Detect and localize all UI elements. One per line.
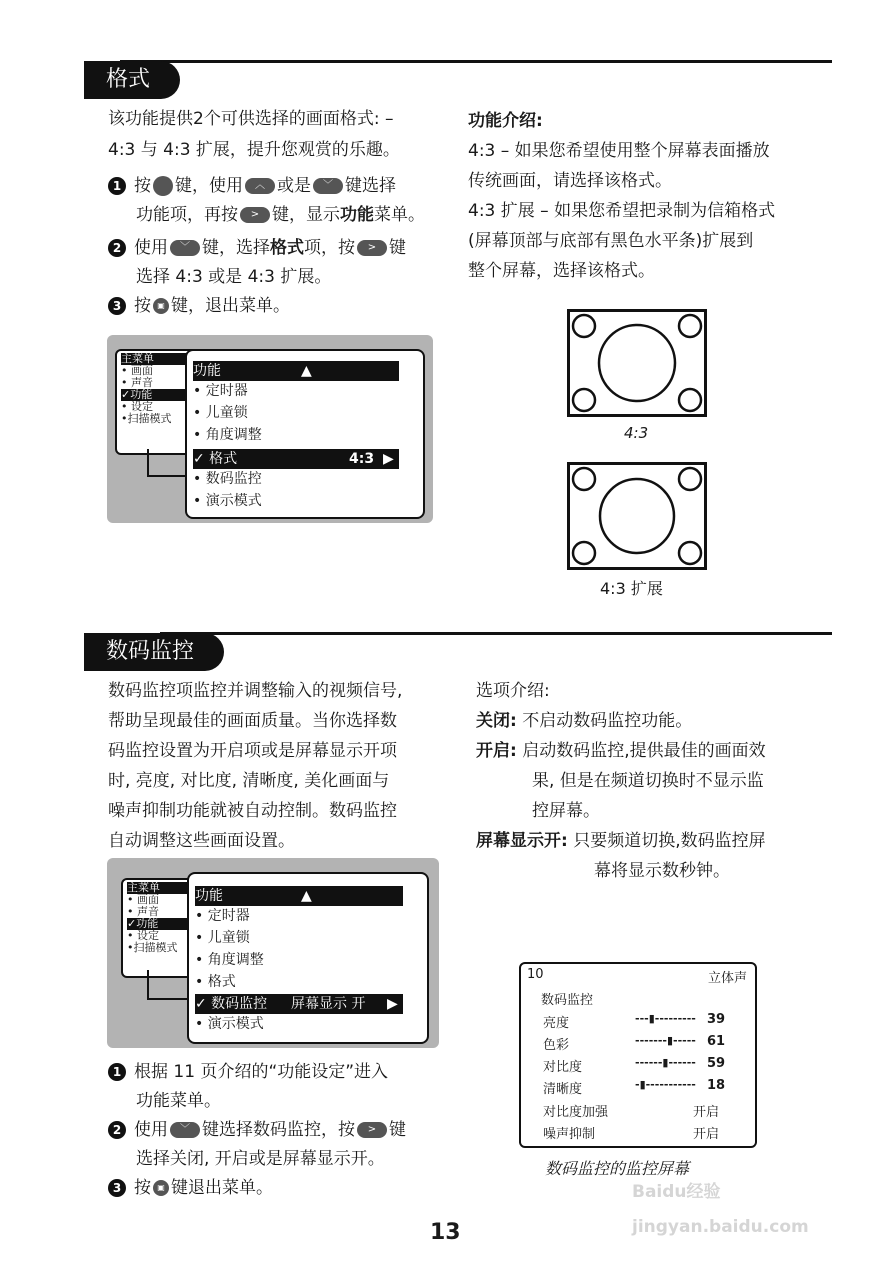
submenu-item: • 格式 <box>195 974 236 990</box>
text: 键 <box>389 1120 406 1140</box>
up-arrow-icon: ▲ <box>301 363 312 379</box>
step-number-icon: 2 <box>108 1121 126 1139</box>
submenu-item: • 角度调整 <box>193 427 262 443</box>
option-text: 只要频道切换,数码监控屏 <box>573 831 766 851</box>
osd-row-label: 噪声抑制 <box>543 1127 596 1142</box>
text: ✓ 数码监控 <box>195 996 268 1012</box>
intro-line: 数码监控项监控并调整输入的视频信号, <box>108 681 403 701</box>
osd-row-value: 开启 <box>693 1127 720 1142</box>
down-key-icon: ﹀ <box>170 1122 200 1138</box>
intro-line: 帮助呈现最佳的画面质量。当你选择数 <box>108 711 397 731</box>
right-key-icon: > <box>357 240 387 256</box>
format-step-2 <box>108 234 458 292</box>
step-number-icon: 1 <box>108 177 126 195</box>
format-intro <box>108 104 448 166</box>
desc-title: 功能介绍: <box>468 111 543 131</box>
text: 键退出菜单。 <box>171 1178 273 1198</box>
intro-line: 噪声抑制功能就被自动控制。数码监控 <box>108 801 397 821</box>
desc-line: 传统画面，请选择该格式。 <box>468 171 672 191</box>
function-submenu <box>185 349 425 519</box>
submenu-item: • 定时器 <box>195 908 250 924</box>
text: 格式 <box>270 238 304 258</box>
dnm-step-2 <box>108 1116 458 1174</box>
osd-caption: 数码监控的监控屏幕 <box>545 1159 690 1178</box>
intro-line: 时, 亮度, 对比度, 清晰度, 美化画面与 <box>108 771 390 791</box>
osd-title: 数码监控 <box>541 993 594 1008</box>
options-title: 选项介绍: <box>476 681 550 701</box>
text: 键 <box>389 238 406 258</box>
text: 键选择数码监控，按 <box>202 1120 355 1140</box>
exit-key-icon: ▣ <box>153 298 169 314</box>
osd-audio: 立体声 <box>707 971 747 986</box>
submenu-title <box>195 886 403 906</box>
figure-caption: 4:3 扩展 <box>600 579 663 598</box>
text: ✓ 格式 <box>193 451 238 467</box>
right-arrow-icon: ▶ <box>387 996 398 1012</box>
text: 按 <box>134 1178 151 1198</box>
text: 使用 <box>134 1120 168 1140</box>
osd-row-bar: ------▮------ <box>635 1056 696 1069</box>
main-menu-item: •扫描模式 <box>127 941 178 954</box>
menu-key-icon <box>153 176 173 196</box>
step-number-icon: 3 <box>108 297 126 315</box>
option-text: 幕将显示数秒钟。 <box>594 861 730 881</box>
text: 功能 <box>340 205 374 225</box>
osd-row-value: 59 <box>707 1056 726 1071</box>
osd-channel: 10 <box>527 967 544 982</box>
text: 功能 <box>195 888 223 904</box>
text: 菜单。 <box>374 205 425 225</box>
submenu-item: • 角度调整 <box>195 952 264 968</box>
up-arrow-icon: ▲ <box>301 888 312 904</box>
main-menu-item: • 声音 <box>127 905 159 918</box>
dnm-step-3 <box>108 1174 458 1203</box>
desc-line: 整个屏幕，选择该格式。 <box>468 261 655 281</box>
text: 键，选择 <box>202 238 270 258</box>
osd-row-label: 清晰度 <box>543 1082 583 1097</box>
dnm-intro <box>108 676 458 856</box>
main-menu-title: 主菜单 <box>121 353 193 365</box>
main-menu-item: ✓功能 <box>127 918 199 930</box>
section-title-dnm: 数码监控 <box>84 633 224 671</box>
osd-row-bar: -------▮----- <box>635 1034 696 1047</box>
down-key-icon: ﹀ <box>313 178 343 194</box>
section-rule <box>120 60 832 63</box>
desc-line: 4:3 扩展 – 如果您希望把录制为信箱格式 <box>468 201 776 221</box>
text: 选择 4:3 或是 4:3 扩展。 <box>136 267 332 287</box>
format-step-3 <box>108 292 458 321</box>
step-number-icon: 1 <box>108 1063 126 1081</box>
screen-4-3-figure <box>567 309 707 417</box>
desc-line: 4:3 – 如果您希望使用整个屏幕表面播放 <box>468 141 770 161</box>
format-step-1 <box>108 172 458 230</box>
submenu-item: • 演示模式 <box>193 493 262 509</box>
text: 功能菜单。 <box>136 1091 221 1111</box>
option-label: 开启: <box>476 741 517 761</box>
submenu-item: • 儿童锁 <box>195 930 250 946</box>
option-label: 屏幕显示开: <box>476 831 568 851</box>
submenu-item: • 定时器 <box>193 383 248 399</box>
baidu-watermark <box>632 1170 852 1240</box>
up-key-icon: ︿ <box>245 178 275 194</box>
intro-line: 4:3 与 4:3 扩展，提升您观赏的乐趣。 <box>108 140 400 160</box>
main-menu-item: • 声音 <box>121 376 153 389</box>
main-menu-item: • 设定 <box>127 929 159 942</box>
osd-row-label: 色彩 <box>543 1038 570 1053</box>
menu-arrow <box>147 970 189 1000</box>
main-menu-item: •扫描模式 <box>121 412 172 425</box>
function-submenu <box>187 872 429 1044</box>
figure-caption: 4:3 <box>624 424 649 442</box>
text: 键，退出菜单。 <box>171 296 290 316</box>
screen-4-3-expand-figure <box>567 462 707 570</box>
option-text: 控屏幕。 <box>532 801 600 821</box>
option-label: 关闭: <box>476 711 517 731</box>
main-menu-title: 主菜单 <box>127 882 199 894</box>
submenu-title <box>193 361 399 381</box>
text: 键选择 <box>345 176 396 196</box>
osd-row-value: 18 <box>707 1078 726 1093</box>
text: 键，显示 <box>272 205 340 225</box>
submenu-item: • 儿童锁 <box>193 405 248 421</box>
format-description <box>468 106 828 286</box>
osd-row-value: 61 <box>707 1034 726 1049</box>
submenu-item-selected <box>193 449 399 469</box>
dnm-osd-screen <box>519 962 757 1148</box>
desc-line: (屏幕顶部与底部有黑色水平条)扩展到 <box>468 231 754 251</box>
intro-line: 该功能提供2个可供选择的画面格式: – <box>108 109 394 129</box>
main-menu-item: ✓功能 <box>121 389 193 401</box>
option-text: 不启动数码监控功能。 <box>522 711 693 731</box>
text: 或是 <box>277 176 311 196</box>
main-menu-item: • 画面 <box>121 364 153 377</box>
osd-row-value: 开启 <box>693 1105 720 1120</box>
intro-line: 自动调整这些画面设置。 <box>108 831 295 851</box>
section-rule <box>160 632 832 635</box>
watermark-text: Baidu经验 jingyan.baidu.com <box>632 1182 809 1237</box>
right-arrow-icon: ▶ <box>383 451 394 467</box>
osd-row-bar: -▮----------- <box>635 1078 696 1091</box>
right-key-icon: > <box>357 1122 387 1138</box>
submenu-item: • 演示模式 <box>195 1016 264 1032</box>
osd-row-label: 对比度 <box>543 1060 583 1075</box>
intro-line: 码监控设置为开启项或是屏幕显示开项 <box>108 741 397 761</box>
text: 按 <box>134 176 151 196</box>
main-menu-item: • 画面 <box>127 893 159 906</box>
text: 按 <box>134 296 151 316</box>
step-number-icon: 3 <box>108 1179 126 1197</box>
menu-arrow <box>147 449 187 477</box>
page-number: 13 <box>430 1220 461 1245</box>
main-menu-item: • 设定 <box>121 400 153 413</box>
osd-row-label: 亮度 <box>543 1016 570 1031</box>
text: 使用 <box>134 238 168 258</box>
text: 选择关闭, 开启或是屏幕显示开。 <box>136 1149 385 1169</box>
step-number-icon: 2 <box>108 239 126 257</box>
menu-figure-1 <box>107 335 433 523</box>
text: 键，使用 <box>175 176 243 196</box>
down-key-icon: ﹀ <box>170 240 200 256</box>
menu-figure-2 <box>107 858 439 1048</box>
option-text: 启动数码监控,提供最佳的画面效 <box>522 741 766 761</box>
selected-value: 4:3 <box>349 451 375 467</box>
submenu-item: • 数码监控 <box>193 471 262 487</box>
text: 根据 11 页介绍的“功能设定”进入 <box>134 1062 389 1082</box>
osd-row-label: 对比度加强 <box>543 1105 609 1120</box>
text: 功能 <box>193 363 221 379</box>
dnm-options <box>476 676 826 886</box>
exit-key-icon: ▣ <box>153 1180 169 1196</box>
circle-pattern-icon <box>570 465 704 567</box>
right-key-icon: > <box>240 207 270 223</box>
osd-row-value: 39 <box>707 1012 726 1027</box>
submenu-item-selected <box>195 994 403 1014</box>
circle-pattern-icon <box>570 312 704 414</box>
osd-row-bar: ---▮--------- <box>635 1012 696 1025</box>
dnm-step-1 <box>108 1058 458 1116</box>
text: 项，按 <box>304 238 355 258</box>
section-title-format: 格式 <box>84 61 180 99</box>
selected-value: 屏幕显示 开 <box>291 996 366 1012</box>
option-text: 果, 但是在频道切换时不显示监 <box>532 771 764 791</box>
text: 功能项，再按 <box>136 205 238 225</box>
